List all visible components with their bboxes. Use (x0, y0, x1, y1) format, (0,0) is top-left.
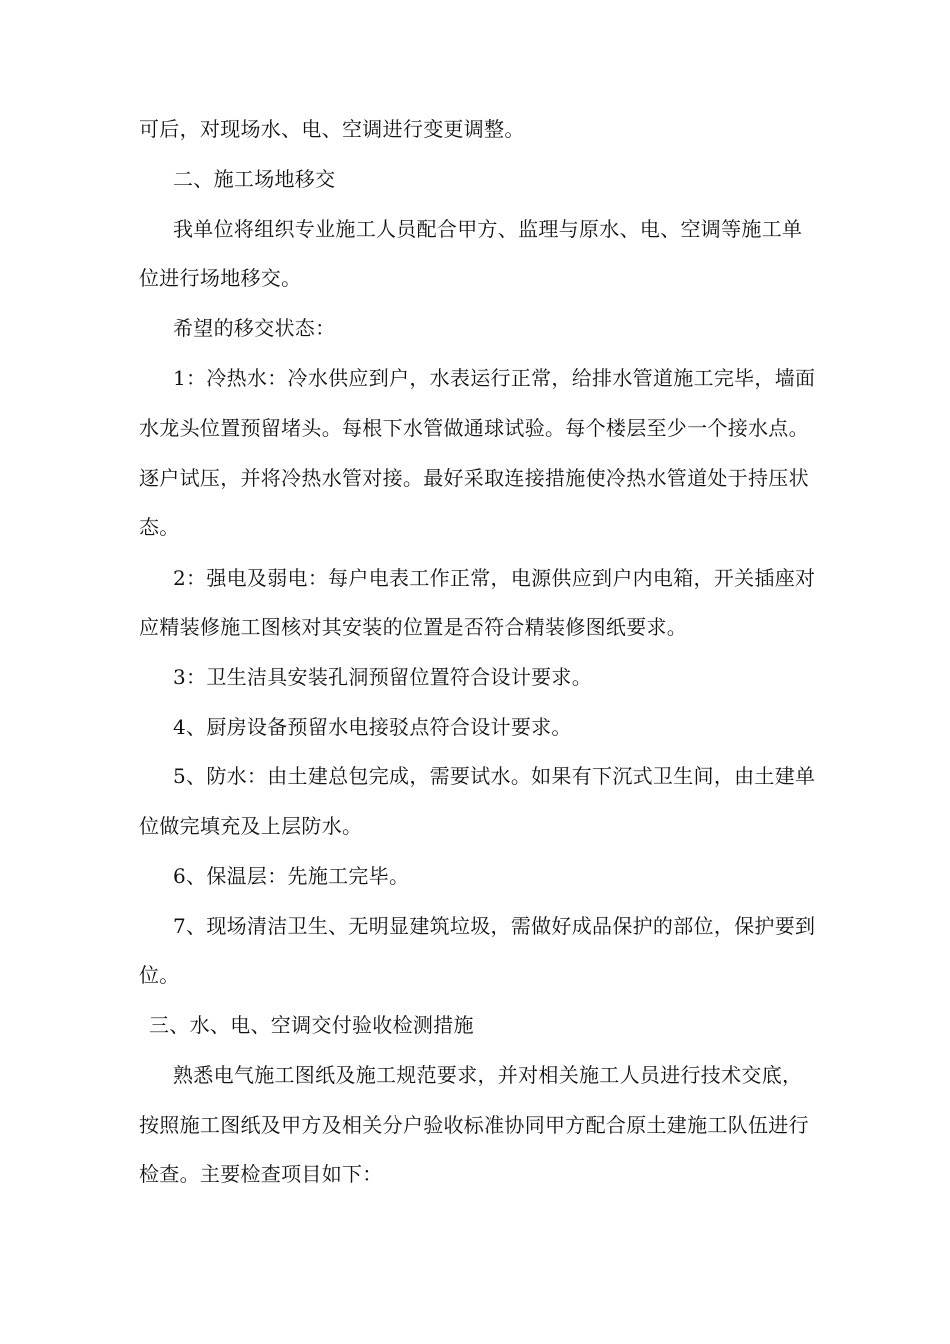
list-item-7: 7、现场清洁卫生、无明显建筑垃圾，需做好成品保护的部位，保护要到 (173, 914, 816, 938)
paragraph-line: 态。 (139, 515, 180, 539)
section-heading-3: 三、水、电、空调交付验收检测措施 (149, 1013, 474, 1037)
paragraph-line: 检查。主要检查项目如下： (139, 1162, 383, 1186)
list-item-1: 1：冷热水：冷水供应到户，水表运行正常，给排水管道施工完毕，墙面 (173, 366, 816, 390)
section-heading-2: 二、施工场地移交 (173, 167, 336, 191)
paragraph-line: 位做完填充及上层防水。 (139, 814, 363, 838)
paragraph-line: 位。 (139, 963, 180, 987)
paragraph-line: 希望的移交状态： (173, 316, 336, 340)
paragraph-line: 应精装修施工图核对其安装的位置是否符合精装修图纸要求。 (139, 615, 688, 639)
paragraph-line: 可后，对现场水、电、空调进行变更调整。 (139, 117, 525, 141)
paragraph-line: 熟悉电气施工图纸及施工规范要求，并对相关施工人员进行技术交底， (173, 1063, 803, 1087)
paragraph-line: 我单位将组织专业施工人员配合甲方、监理与原水、电、空调等施工单 (173, 217, 803, 241)
paragraph-line: 逐户试压，并将冷热水管对接。最好采取连接措施使冷热水管道处于持压状 (139, 466, 809, 490)
list-item-5: 5、防水：由土建总包完成，需要试水。如果有下沉式卫生间，由土建单 (173, 764, 816, 788)
paragraph-line: 水龙头位置预留堵头。每根下水管做通球试验。每个楼层至少一个接水点。 (139, 416, 809, 440)
list-item-6: 6、保温层：先施工完毕。 (173, 864, 410, 888)
list-item-4: 4、厨房设备预留水电接驳点符合设计要求。 (173, 715, 572, 739)
list-item-2: 2：强电及弱电：每户电表工作正常，电源供应到户内电箱，开关插座对 (173, 566, 816, 590)
list-item-3: 3：卫生洁具安装孔洞预留位置符合设计要求。 (173, 665, 593, 689)
paragraph-line: 按照施工图纸及甲方及相关分户验收标准协同甲方配合原土建施工队伍进行 (139, 1113, 809, 1137)
paragraph-line: 位进行场地移交。 (139, 266, 302, 290)
